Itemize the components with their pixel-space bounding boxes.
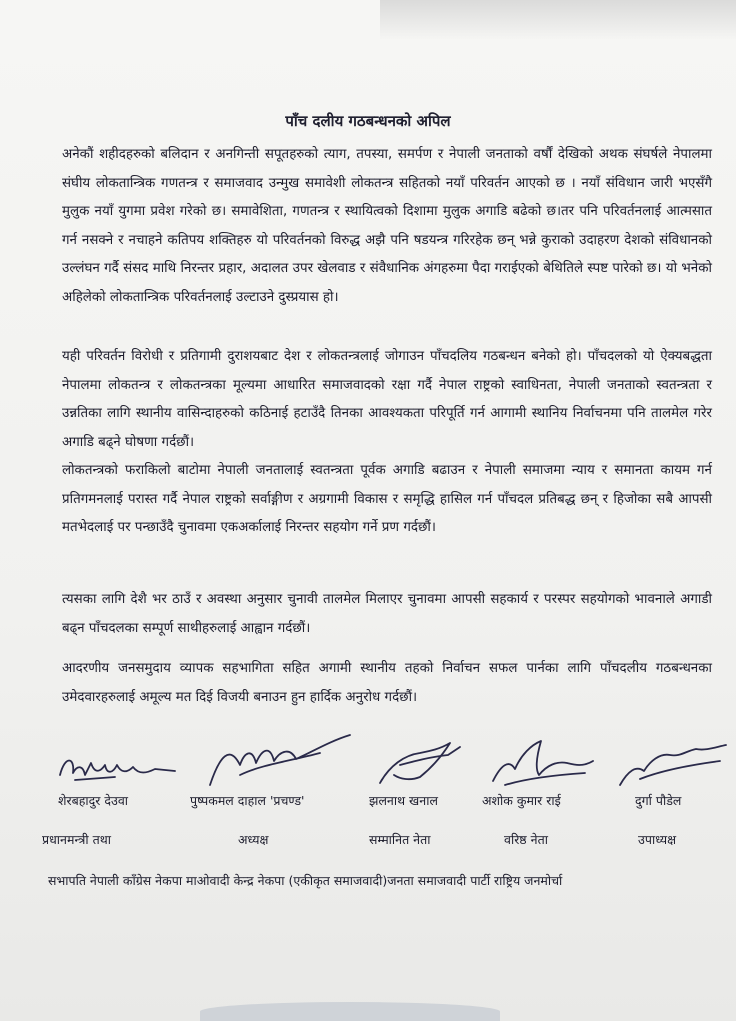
signatory-role-2: अध्यक्ष (238, 832, 269, 847)
signatory-role-5: उपाध्यक्ष (638, 832, 677, 847)
signature-5 (610, 735, 730, 795)
signatory-name-4: अशोक कुमार राई (482, 793, 561, 808)
paragraph-3: लोकतन्त्रको फराकिलो बाटोमा नेपाली जनतालाई स्वतन्त्रता पूर्वक अगाडि बढाउन र नेपाली समाजमा न्याय र समानता कायम गर्न प्रतिगमनलाई परास्त गर्दै नेपाल राष्ट्रको सर्वाङ्गीण र अग्रगामी विकास र समृद्धि हासिल गर्न पाँचदल प्रतिबद्ध छन् र हिजोका सबै आपसी मतभेदलाई पर पन्छाउँदै चुनावमा एकअर्कालाई निरन्तर सहयोग गर्ने प्रण गर्दछौं। (62, 463, 712, 535)
signature-1 (55, 735, 185, 795)
signatory-name-5: दुर्गा पौडेल (635, 793, 682, 808)
paragraph-4: त्यसका लागि देशै भर ठाउँ र अवस्था अनुसार चुनावी तालमेल मिलाएर चुनावमा आपसी सहकार्य र परस्पर सहयोगको भावनाले अगाडी बढ्न पाँचदलका सम्पूर्ण साथीहरुलाई आह्वान गर्दछौं। (62, 592, 712, 636)
signatory-name-2: पुष्पकमल दाहाल 'प्रचण्ड' (190, 793, 305, 808)
signatory-role-4: वरिष्ठ नेता (504, 832, 548, 847)
signatory-name-1: शेरबहादुर देउवा (58, 793, 129, 808)
signature-4 (485, 735, 600, 795)
paragraph-5: आदरणीय जनसमुदाय व्यापक सहभागिता सहित अगामी स्थानीय तहको निर्वाचन सफल पार्नका लागि पाँचदलीय गठबन्धनका उमेदवारहरुलाई अमूल्य मत दिई विजयी बनाउन हुन हार्दिक अनुरोध गर्दछौं। (62, 661, 712, 705)
signature-3 (370, 735, 480, 795)
signatory-role-3: सम्मानित नेता (369, 832, 431, 847)
paragraph-2: यही परिवर्तन विरोधी र प्रतिगामी दुराशयबाट देश र लोकतन्त्रलाई जोगाउन पाँचदलिय गठबन्धन बनेको हो। पाँचदलको यो ऐक्यबद्धता नेपालमा लोकतन्त्र र लोकतन्त्रका मूल्यमा आधारित समाजवादको रक्षा गर्दै नेपाल राष्ट्रको स्वाधिनता, नेपाली जनताको स्वतन्त्रता र उन्नतिका लागि स्थानीय वासिन्दाहरुको कठिनाई हटाउँदै तिनका आवश्यकता परिपूर्ति गर्न आगामी स्थानिय निर्वाचनमा पनि तालमेल गरेर अगाडि बढ्ने घोषणा गर्दछौं। (62, 349, 712, 450)
signature-2 (200, 735, 360, 795)
page-shadow (380, 0, 736, 40)
paragraph-1: अनेकौं शहीदहरुको बलिदान र अनगिन्ती सपूतहरुको त्याग, तपस्या, समर्पण र नेपाली जनताको वर्षौं देखिको अथक संघर्षले नेपालमा संघीय लोकतान्त्रिक गणतन्त्र र समाजवाद उन्मुख समावेशी लोकतन्त्र सहितको नयाँ परिवर्तन आएको छ । नयाँ संविधान जारी भएसँगै मुलुक नयाँ युगमा प्रवेश गरेको छ। समावेशिता, गणतन्त्र र स्थायित्वको दिशामा मुलुक अगाडि बढेको छ।तर पनि परिवर्तनलाई आत्मसात गर्न नसक्ने र नचाहने कतिपय शक्तिहरु यो परिवर्तनको विरुद्ध अझै पनि षडयन्त्र गरिरहेक छन् भन्ने कुराको उदाहरण देशको संविधानको उल्लंघन गर्दै संसद माथि निरन्तर प्रहार, अदालत उपर खेलवाड र संवैधानिक अंगहरुमा पैदा गराईएको बेथितिले स्पष्ट पारेको छ। यो भनेको अहिलेको लोकतान्त्रिक परिवर्तनलाई उल्टाउने दुस्प्रयास हो। (62, 147, 712, 305)
parties-line: सभापति नेपाली काँग्रेस नेकपा माओवादी केन्द्र नेकपा (एकीकृत समाजवादी)जनता समाजवादी पार्टी राष्ट्रिय जनमोर्चा (48, 873, 563, 888)
document-title: पाँच दलीय गठबन्धनको अपिल (285, 112, 451, 130)
signatory-role-1: प्रधानमन्त्री तथा (42, 832, 111, 847)
signatory-name-3: झलनाथ खनाल (369, 793, 438, 808)
bottom-object (200, 1002, 500, 1021)
